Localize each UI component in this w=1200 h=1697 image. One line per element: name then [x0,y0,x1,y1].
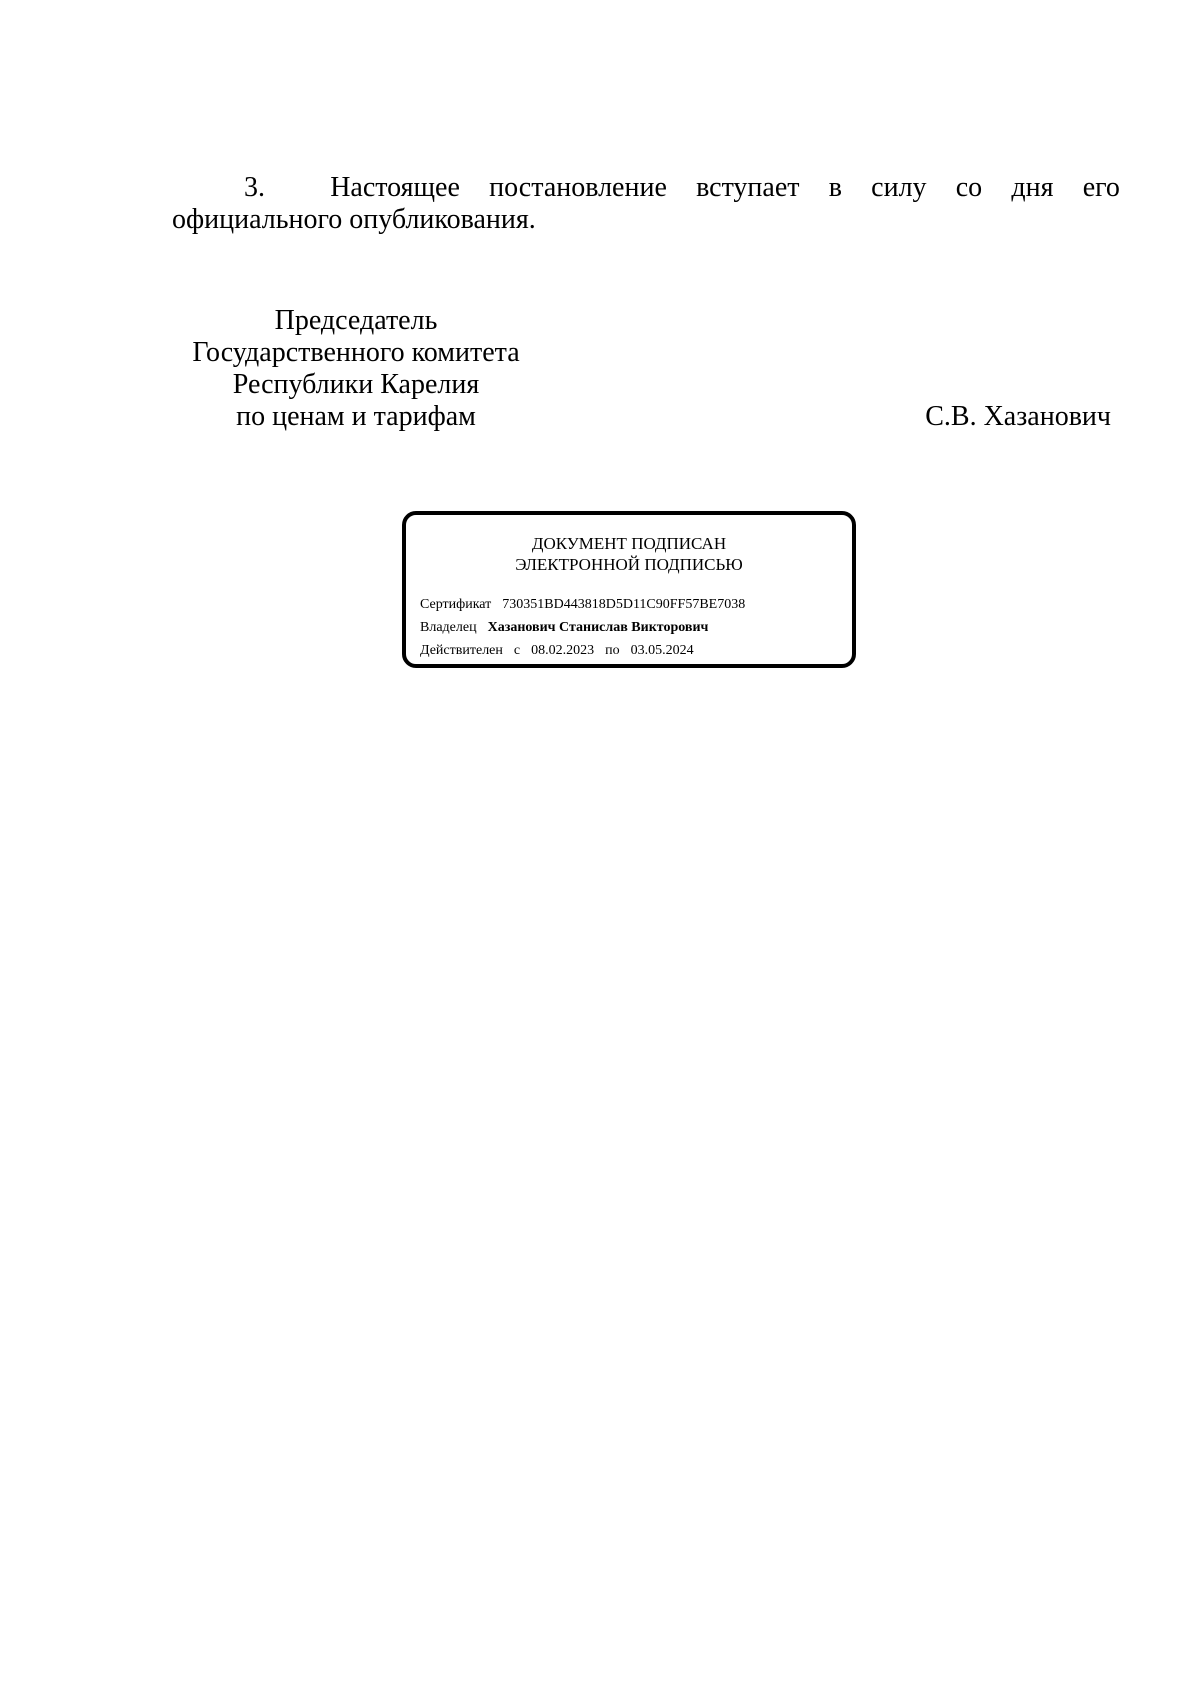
valid-from-label: с [513,643,521,658]
paragraph-word: в [828,172,842,203]
signatory-title-line: Государственного комитета [192,337,520,368]
valid-to-date: 03.05.2024 [630,643,694,658]
paragraph-word: со [955,172,983,203]
signatory-title-line: Председатель [274,305,438,336]
stamp-title-line: ДОКУМЕНТ ПОДПИСАН [531,534,727,553]
signatory-name: С.В. Хазанович [925,401,1111,432]
valid-to-label: по [605,643,620,658]
owner-label: Владелец [420,620,477,635]
paragraph-number: 3. [244,172,265,203]
signatory-title-line: Республики Карелия [232,369,480,400]
paragraph-word: дня [1011,172,1054,203]
owner-value: Хазанович Станислав Викторович [487,620,709,635]
paragraph-word: вступает [696,172,800,203]
certificate-label: Сертификат [420,597,492,612]
paragraph-line-1 [172,172,1120,204]
paragraph-word: силу [871,172,927,203]
signatory-title [176,305,536,433]
stamp-title-line: ЭЛЕКТРОННОЙ ПОДПИСЬЮ [515,555,743,574]
stamp-details [420,593,745,662]
paragraph-word: постановление [489,172,667,203]
signatory-title-line: по ценам и тарифам [236,401,476,432]
validity-row [420,639,745,662]
valid-label: Действителен [420,643,503,658]
paragraph-word: его [1082,172,1120,203]
paragraph-3 [172,172,1120,236]
electronic-signature-stamp [402,511,856,668]
valid-from-date: 08.02.2023 [531,643,595,658]
paragraph-word: Настоящее [330,172,460,203]
stamp-title [406,533,852,575]
paragraph-line-2: официального опубликования. [172,204,536,235]
certificate-value: 730351BD443818D5D11C90FF57BE7038 [502,597,746,612]
certificate-row [420,593,745,616]
owner-row [420,616,745,639]
